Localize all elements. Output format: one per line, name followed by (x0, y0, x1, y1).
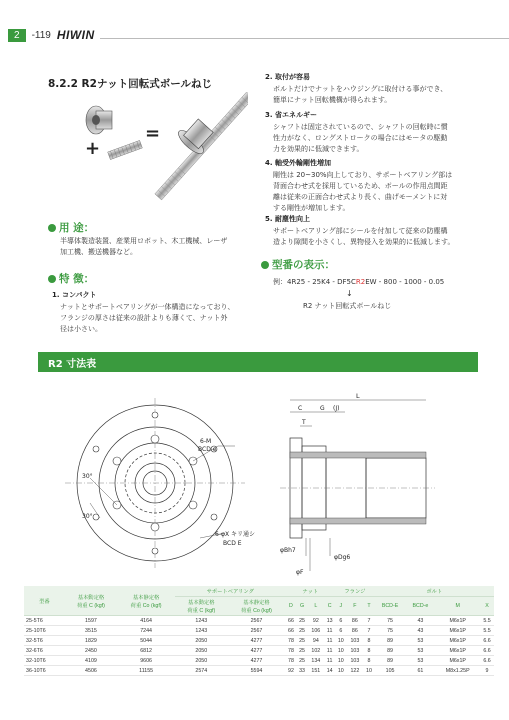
col-sup-dyn: 基本動定格 荷重 C (kgf) (175, 597, 227, 616)
table-cell: 4164 (117, 616, 175, 626)
table-cell: 6.6 (480, 656, 494, 666)
col-F: F (346, 597, 363, 616)
dimension-table-banner: R2 寸法表 (38, 352, 478, 372)
table-cell: 53 (406, 636, 436, 646)
page-number: -119 (31, 29, 51, 41)
table-cell: 86 (346, 616, 363, 626)
col-dynamic-load: 基本動定格 荷重 C (kgf) (65, 586, 117, 616)
usage-text: 半導体製造装置、産業用ロボット、木工機械、レーザ 加工機、搬送機器など。 (60, 237, 228, 256)
table-cell: 103 (346, 646, 363, 656)
table-cell: 25-5T6 (24, 616, 65, 626)
table-cell: 2450 (65, 646, 117, 656)
table-cell: 86 (346, 626, 363, 636)
table-cell: 8 (363, 636, 374, 646)
table-cell: 7 (363, 626, 374, 636)
col-J: J (335, 597, 346, 616)
table-cell: 25 (296, 636, 307, 646)
table-cell: 89 (375, 656, 406, 666)
col-M: M (435, 597, 480, 616)
svg-text:+: + (85, 138, 101, 159)
table-cell: 8 (363, 646, 374, 656)
table-cell: 1829 (65, 636, 117, 646)
table-cell: 53 (406, 656, 436, 666)
table-cell: 103 (346, 636, 363, 646)
table-cell: 3515 (65, 626, 117, 636)
designation-example: 例：4R25 - 25K4 - DF5CR2EW - 800 - 1000 - 0.05 (273, 278, 445, 286)
table-cell: 10 (335, 666, 346, 676)
table-cell: 2050 (175, 656, 227, 666)
feature-text-2: ボルトだけでナットをハウジングに取付ける事ができ、 簡単にナット回転機構が得られます。 (273, 85, 448, 104)
table-cell: 4506 (65, 666, 117, 676)
table-cell: M6x1P (435, 646, 480, 656)
table-cell: M6x1P (435, 656, 480, 666)
usage-heading: 用 途： (48, 220, 94, 235)
col-bolt: ボルト (375, 586, 494, 597)
feature-text-1: ナットとサポートベアリングが一体構造になっており、 フランジの厚さは従来の設計よりも薄くて、ナット外 径は小さい。 (60, 303, 235, 333)
feature-text-5: サポートベアリング部にシールを付加して従来の防塵構 造より隙間を小さくし、異物侵入を効果的に低減します。 (273, 227, 455, 246)
table-cell: 92 (285, 666, 296, 676)
label-G: G (320, 405, 325, 412)
table-cell: 1243 (175, 616, 227, 626)
table-cell: M6x1P (435, 626, 480, 636)
feature-title-4: 4. 軸受外輪剛性増加 (265, 159, 331, 167)
table-cell: 7244 (117, 626, 175, 636)
table-cell: 1243 (175, 626, 227, 636)
label-hole-note: 6-M (200, 438, 212, 445)
table-cell: 2567 (228, 616, 286, 626)
table-cell: 10 (335, 656, 346, 666)
table-cell: 25 (296, 656, 307, 666)
table-cell: 4277 (228, 646, 286, 656)
col-T: T (363, 597, 374, 616)
table-cell: 5594 (228, 666, 286, 676)
table-cell: 151 (308, 666, 325, 676)
col-static-load: 基本静定格 荷重 Co (kgf) (117, 586, 175, 616)
col-sup-stat: 基本静定格 荷重 Co (kgf) (228, 597, 286, 616)
table-cell: 78 (285, 636, 296, 646)
table-cell: 32-6T6 (24, 646, 65, 656)
table-cell: 4277 (228, 636, 286, 646)
table-cell: 106 (308, 626, 325, 636)
col-C: C (324, 597, 335, 616)
table-cell: 13 (324, 616, 335, 626)
designation-highlight: R2 (355, 278, 366, 286)
label-Dg6: φDg6 (334, 554, 351, 561)
bullet-dot-icon (261, 261, 269, 269)
table-cell: 103 (346, 656, 363, 666)
dimension-drawing (40, 388, 480, 583)
table-cell: 89 (375, 646, 406, 656)
feature-text-4: 剛性は 20~30%向上しており、サポートベアリング部は 背面合わせ式を採用しているため、ボールの作用点間距 離は従来の正面合わせ式より長く、曲げモーメントに対 する剛性が増加します。 (273, 171, 453, 212)
chapter-badge: 2 (8, 29, 26, 42)
table-cell: 9 (480, 666, 494, 676)
bullet-dot-icon (48, 275, 56, 283)
table-cell: 8 (363, 656, 374, 666)
dimension-table (24, 586, 494, 676)
col-model: 型番 (24, 586, 65, 616)
feature-title-1: 1. コンパクト (52, 291, 97, 299)
table-cell: 61 (406, 666, 436, 676)
table-cell: 2050 (175, 646, 227, 656)
designation-meaning: R2 ナット回転式ボールねじ (303, 302, 392, 310)
brand-logo: HIWIN (56, 28, 95, 42)
table-group-header (24, 586, 494, 597)
table-cell: 6 (335, 616, 346, 626)
col-nut: ナット (285, 586, 335, 597)
table-cell: 43 (406, 626, 436, 636)
label-drill: 6-φX キリ通シ (215, 531, 255, 538)
designation-arrow: ↓ (346, 289, 353, 298)
feature-title-2: 2. 取付が容易 (265, 73, 310, 81)
table-cell: 102 (308, 646, 325, 656)
table-cell: 92 (308, 616, 325, 626)
table-cell: 11 (324, 646, 335, 656)
table-cell: 134 (308, 656, 325, 666)
table-row (24, 646, 494, 656)
table-cell: 11155 (117, 666, 175, 676)
table-cell: 6812 (117, 646, 175, 656)
section-title: 8.2.2 R2ナット回転式ボールねじ (48, 78, 213, 90)
label-F: φF (296, 569, 304, 576)
table-row (24, 636, 494, 646)
table-cell: 1597 (65, 616, 117, 626)
col-L: L (308, 597, 325, 616)
table-row (24, 616, 494, 626)
table-cell: 43 (406, 616, 436, 626)
label-T: T (302, 419, 306, 426)
table-cell: 53 (406, 646, 436, 656)
col-X: X (480, 597, 494, 616)
label-Bh7: φBh7 (280, 547, 296, 554)
table-cell: M6x1P (435, 636, 480, 646)
table-cell: 32-5T6 (24, 636, 65, 646)
table-cell: 2574 (175, 666, 227, 676)
table-cell: 122 (346, 666, 363, 676)
nut-icon (86, 106, 112, 134)
bullet-dot-icon (48, 224, 56, 232)
table-cell: M6x1P (435, 616, 480, 626)
table-cell: 5.5 (480, 626, 494, 636)
col-flange: フランジ (335, 586, 374, 597)
label-L: L (356, 392, 360, 400)
table-body (24, 616, 494, 676)
table-cell: M8x1.25P (435, 666, 480, 676)
table-cell: 25 (296, 616, 307, 626)
table-cell: 36-10T6 (24, 666, 65, 676)
table-cell: 5044 (117, 636, 175, 646)
table-cell: 7 (363, 616, 374, 626)
table-cell: 25 (296, 626, 307, 636)
table-cell: 10 (363, 666, 374, 676)
table-cell: 25-10T6 (24, 626, 65, 636)
table-row (24, 626, 494, 636)
col-BCD-e: BCD-e (406, 597, 436, 616)
table-cell: 10 (335, 636, 346, 646)
table-cell: 9606 (117, 656, 175, 666)
label-bcd-E: BCD E (223, 540, 242, 547)
table-cell: 32-10T6 (24, 656, 65, 666)
col-BCD-E: BCD-E (375, 597, 406, 616)
table-row (24, 666, 494, 676)
table-cell: 11 (324, 636, 335, 646)
product-illustration (48, 92, 248, 212)
feature-text-3: シャフトは固定されているので、シャフトの回転時に慣 性力がなく、ロングストロークの場合にはモータの駆動 力を効果的に低減できます。 (273, 123, 448, 153)
designation-heading: 型番の表示： (261, 257, 335, 272)
table-cell: 5.5 (480, 616, 494, 626)
table-row (24, 656, 494, 666)
table-cell: 94 (308, 636, 325, 646)
table-cell: 2567 (228, 626, 286, 636)
table-cell: 33 (296, 666, 307, 676)
label-J: (J) (333, 405, 340, 412)
table-cell: 75 (375, 616, 406, 626)
ball-screw-assembly-icon (155, 92, 248, 200)
col-G: G (296, 597, 307, 616)
table-cell: 6.6 (480, 636, 494, 646)
col-support-bearing: サポートベアリング (175, 586, 285, 597)
label-bcd-e: BCD e (198, 446, 217, 453)
screw-icon (108, 140, 143, 159)
table-cell: 6.6 (480, 646, 494, 656)
table-cell: 25 (296, 646, 307, 656)
label-angle-2: 30° (82, 513, 93, 520)
table-cell: 4109 (65, 656, 117, 666)
table-cell: 2050 (175, 636, 227, 646)
table-cell: 75 (375, 626, 406, 636)
label-C: C (298, 405, 303, 412)
header-rule (100, 38, 509, 39)
table-cell: 78 (285, 656, 296, 666)
feature-title-5: 5. 耐塵性向上 (265, 215, 310, 223)
table-cell: 11 (324, 656, 335, 666)
table-cell: 66 (285, 616, 296, 626)
table-cell: 4277 (228, 656, 286, 666)
page-header (8, 28, 95, 42)
feature-title-3: 3. 省エネルギー (265, 111, 317, 119)
table-cell: 89 (375, 636, 406, 646)
table-cell: 78 (285, 646, 296, 656)
table-cell: 6 (335, 626, 346, 636)
label-angle-1: 30° (82, 473, 93, 480)
table-cell: 105 (375, 666, 406, 676)
table-cell: 10 (335, 646, 346, 656)
col-D: D (285, 597, 296, 616)
table-cell: 66 (285, 626, 296, 636)
features-heading: 特 徴： (48, 271, 94, 286)
table-cell: 14 (324, 666, 335, 676)
svg-text:=: = (145, 123, 161, 144)
table-cell: 11 (324, 626, 335, 636)
